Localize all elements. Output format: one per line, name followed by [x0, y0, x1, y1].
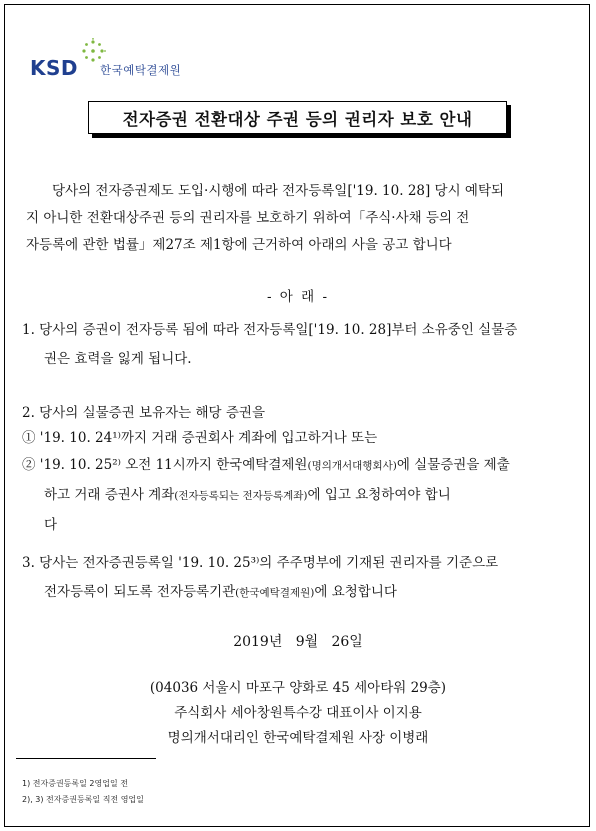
issuer-address: (04036 서울시 마포구 양화로 45 세아타워 29층) [149, 680, 447, 696]
item-line: 1. 당사의 증권이 전자등록 됨에 따라 전자등록일['19. 10. 28]부터 소유중인 실물증 [22, 322, 518, 338]
intro-paragraph [26, 178, 578, 259]
item-line: 2. 당사의 실물증권 보유자는 해당 증권을 [22, 405, 265, 421]
item-line: 전자등록이 되도록 전자등록기관(한국예탁결제원)에 요청합니다 [44, 584, 397, 600]
intro-line: 당사의 전자증권제도 도입·시행에 따라 전자등록일['19. 10. 28] 당시 예탁되 [52, 183, 505, 199]
footnote-1: 1) 전자증권등록일 2영업일 전 [22, 779, 128, 788]
logo-burst-icon [80, 38, 106, 64]
issuer-company: 주식회사 세아창원특수강 대표이사 이지용 [174, 705, 422, 721]
notice-item-3 [22, 549, 578, 608]
ksd-logo [30, 38, 230, 82]
item-line: 권은 효력을 잃게 됩니다. [44, 351, 192, 367]
item-sub-1: ① '19. 10. 24¹⁾까지 거래 증권회사 계좌에 입고하거나 또는 [22, 430, 378, 446]
item-line: 3. 당사는 전자증권등록일 '19. 10. 25³⁾의 주주명부에 기재된 권리자를 기준으로 [22, 555, 499, 571]
title-box [88, 101, 507, 134]
footnote-2: 2), 3) 전자증권등록일 직전 영업일 [22, 795, 144, 804]
intro-line: 자등록에 관한 법률」제27조 제1항에 근거하여 아래의 사을 공고 합니다 [26, 237, 452, 253]
item-sub-2: ② '19. 10. 25²⁾ 오전 11시까지 한국예탁결제원(명의개서대행회사)에 실물증권을 제출 [22, 457, 510, 473]
item-sub-2-cont: 다 [44, 517, 58, 533]
logo-org-name: 한국예탁결제원 [100, 63, 182, 77]
section-heading: - 아 래 - [266, 289, 330, 305]
issuer-block [0, 676, 596, 751]
notice-item-2 [22, 399, 578, 540]
item-sub-2-cont: 하고 거래 증권사 계좌(전자등록되는 전자등록계좌)에 입고 요청하여야 합니 [44, 487, 451, 503]
notice-date: 2019년 9월 26일 [233, 634, 363, 650]
notice-item-1 [22, 316, 578, 374]
page-title: 전자증권 전환대상 주권 등의 권리자 보호 안내 [122, 109, 473, 129]
logo-ksd-text: KSD [30, 56, 79, 80]
footnote-divider [16, 758, 156, 759]
intro-line: 지 아니한 전환대상주권 등의 권리자를 보호하기 위하여「주식·사채 등의 전 [26, 210, 470, 226]
transfer-agent: 명의개서대리인 한국예탁결제원 사장 이병래 [167, 730, 429, 746]
